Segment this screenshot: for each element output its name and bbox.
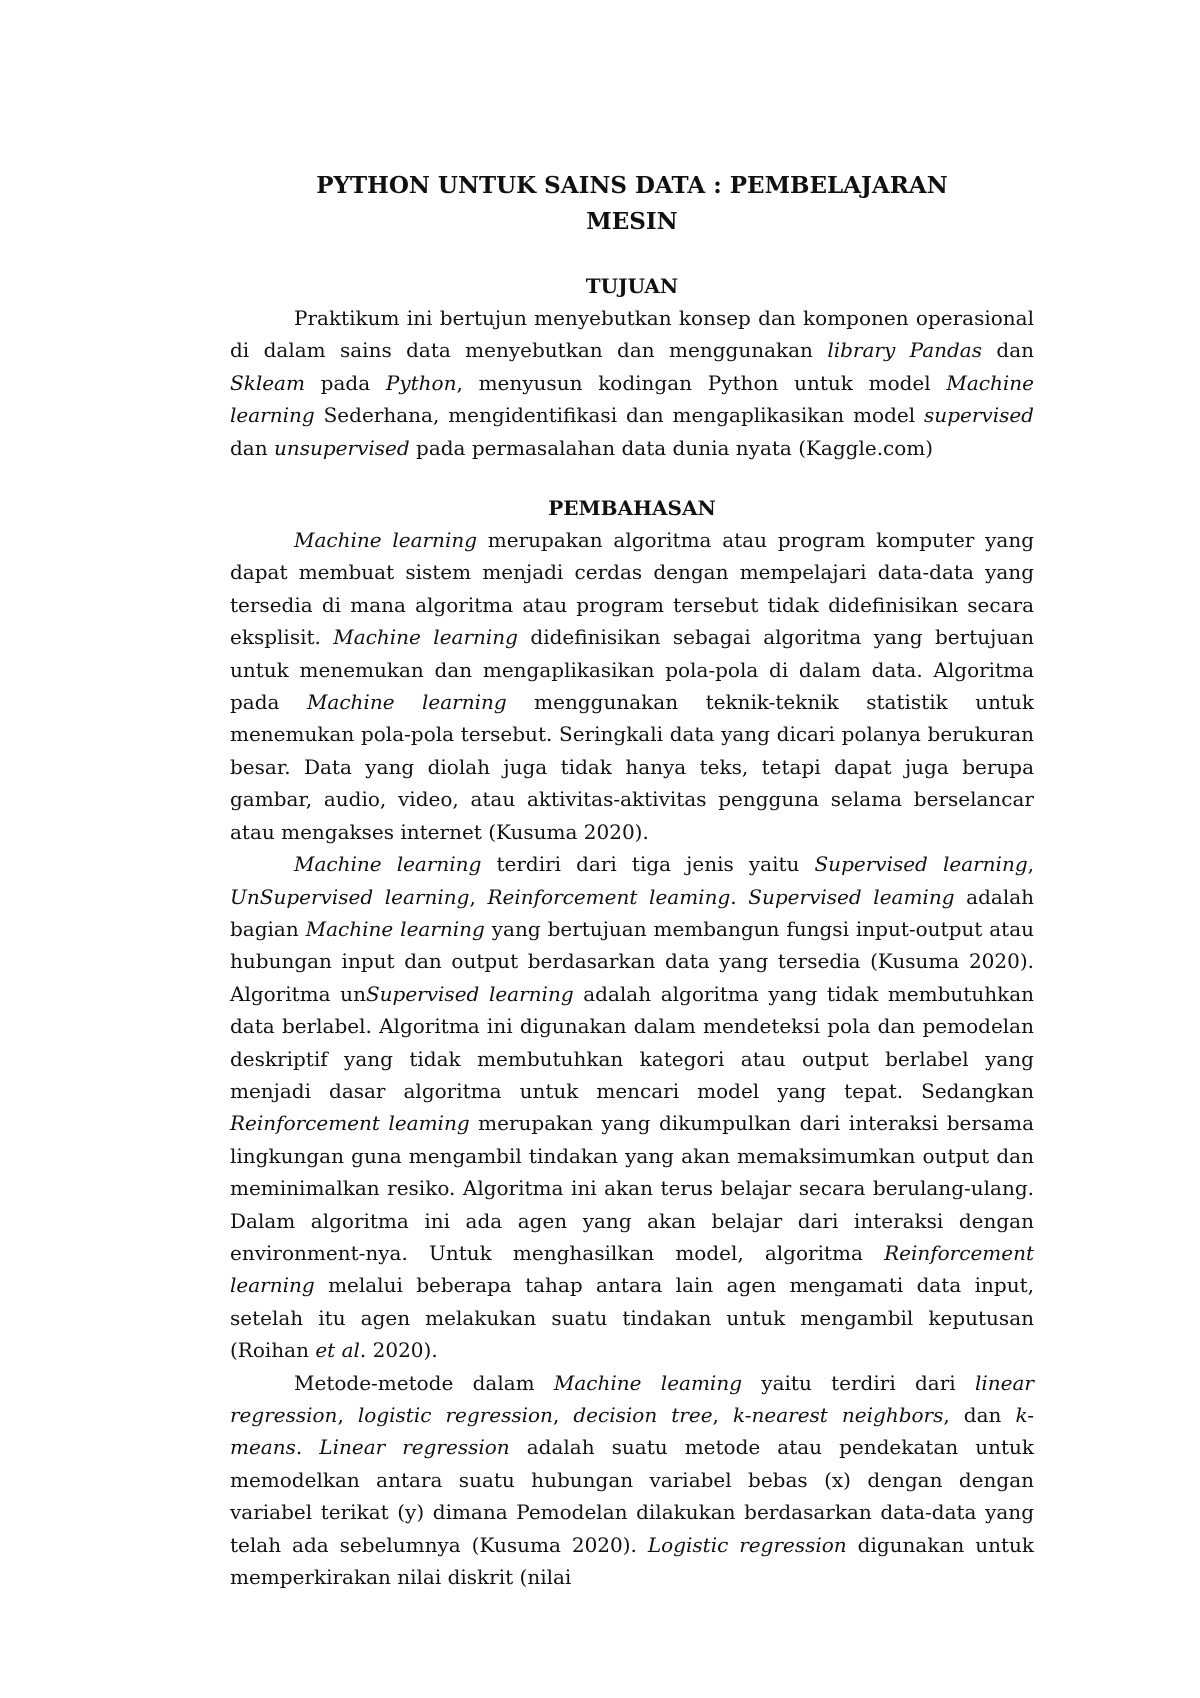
text-run: Metode-metode dalam <box>294 1370 554 1395</box>
italic-term: Supervised learning <box>365 981 574 1006</box>
document-body <box>230 168 1034 1593</box>
italic-term: logistic regression <box>357 1403 553 1427</box>
text-run: Praktikum ini bertujun menyebutkan konsep dan komponen operasional di dalam sains data menyebutkan dan menggunakan <box>230 306 1034 363</box>
document-title-line-2: MESIN <box>586 208 678 235</box>
italic-term: Machine learning <box>294 528 478 553</box>
text-run: merupakan algoritma atau program komputer yang dapat membuat sistem menjadi cerdas dengan mempelajari data-data yang tersedia di mana algoritma atau program tersebut tidak didefinisikan secara eksplisit. <box>230 528 1035 650</box>
text-run: , <box>337 1403 358 1427</box>
text-run: , <box>712 1403 733 1427</box>
italic-term: Machine learning <box>306 690 507 715</box>
italic-term: et al <box>315 1338 360 1363</box>
italic-term: unsupervised <box>273 435 410 460</box>
text-run: adalah suatu metode atau pendekatan untuk memodelkan antara suatu hubungan variabel bebas (x) dengan dengan variabel terikat (y) dimana Pemodelan dilakukan berdasarkan data-data yang telah ada sebelumnya (Kusuma 2020). <box>230 1435 1035 1557</box>
pembahasan-paragraph-1 <box>230 524 1034 848</box>
text-run: menggunakan teknik-teknik statistik untuk menemukan pola-pola tersebut. Seringkali data yang dicari polanya berukuran besar. Data yang diolah juga tidak hanya teks, tetapi dapat juga berupa gambar, audio, video, atau aktivitas-aktivitas pengguna selama berselancar atau mengakses internet (Kusuma 2020). <box>230 690 1034 844</box>
text-run: terdiri dari tiga jenis yaitu <box>481 852 815 877</box>
text-run: . 2020). <box>359 1338 438 1363</box>
document-title <box>230 168 1034 240</box>
italic-term: decision tree <box>573 1403 713 1427</box>
pembahasan-paragraph-2 <box>230 848 1034 1367</box>
italic-term: Machine leaming <box>553 1370 742 1395</box>
text-run: . <box>295 1435 320 1460</box>
text-run: , <box>469 884 488 909</box>
section-heading-pembahasan: PEMBAHASAN <box>548 496 716 521</box>
text-run: yaitu terdiri dari <box>742 1370 975 1395</box>
italic-term: library Pandas <box>827 338 982 363</box>
italic-term: Reinforcement leaming <box>230 1111 470 1136</box>
italic-term: linear regression <box>230 1370 1034 1427</box>
document-title-line-1: PYTHON UNTUK SAINS DATA : PEMBELAJARAN <box>316 172 948 199</box>
text-run: . <box>730 884 749 909</box>
italic-term: Machine learning <box>294 852 482 877</box>
text-run: Sederhana, mengidentifikasi dan mengaplikasikan model <box>314 403 925 428</box>
italic-term: Linear regression <box>319 1435 510 1460</box>
italic-term: k-nearest neighbors <box>732 1403 944 1427</box>
text-run: merupakan yang dikumpulkan dari interaksi bersama lingkungan guna mengambil tindakan yang akan memaksimumkan output dan meminimalkan resiko. Algoritma ini akan terus belajar secara berulang-ulang. Dalam algoritma ini ada agen yang akan belajar dari interaksi dengan environment-nya. Untuk menghasilkan model, algoritma <box>230 1111 1034 1265</box>
italic-term: Supervised leaming <box>748 884 955 909</box>
text-run: adalah algoritma yang tidak membutuhkan data berlabel. Algoritma ini digunakan dalam mendeteksi pola dan pemodelan deskriptif yang tidak membutuhkan kategori atau output berlabel yang menjadi dasar algoritma untuk mencari model yang tepat. Sedangkan <box>230 981 1035 1103</box>
text-run: digunakan untuk memperkirakan nilai diskrit (nilai <box>230 1532 1035 1590</box>
text-run: , <box>552 1403 574 1427</box>
italic-term: Machine learning <box>230 370 1035 428</box>
italic-term: Machine learning <box>333 625 518 650</box>
italic-term: supervised <box>924 403 1034 428</box>
italic-term: UnSupervised learning <box>230 884 470 909</box>
italic-term: Skleam <box>230 370 305 395</box>
text-run: yang bertujuan membangun fungsi input-output atau hubungan input dan output berdasarkan data yang tersedia (Kusuma 2020). Algoritma un <box>230 916 1034 1006</box>
pembahasan-paragraph-3 <box>230 1367 1034 1594</box>
italic-term: Reinforcement leaming <box>487 884 731 909</box>
text-run: , <box>1027 852 1034 877</box>
italic-term: Reinforcement learning <box>230 1240 1034 1298</box>
text-run: didefinisikan sebagai algoritma yang bertujuan untuk menemukan dan mengaplikasikan pola-pola di dalam data. Algoritma pada <box>230 625 1035 715</box>
italic-term: Logistic regression <box>647 1532 847 1557</box>
text-run: dan <box>982 338 1034 363</box>
italic-term: Python <box>385 370 457 395</box>
text-run: pada permasalahan data dunia nyata (Kaggle.com) <box>409 435 934 460</box>
tujuan-paragraph <box>230 302 1034 464</box>
text-run: melalui beberapa tahap antara lain agen mengamati data input, setelah itu agen melakukan suatu tindakan untuk mengambil keputusan (Roihan <box>230 1273 1034 1363</box>
text-run: dan <box>230 435 274 460</box>
italic-term: k-means <box>230 1403 1035 1460</box>
text-run: adalah bagian <box>230 884 1035 941</box>
text-run: , menyusun kodingan Python untuk model <box>456 370 947 395</box>
text-run: , dan <box>943 1403 1016 1427</box>
section-heading-tujuan: TUJUAN <box>585 274 679 298</box>
text-run: pada <box>304 370 386 395</box>
italic-term: Machine learning <box>305 916 485 941</box>
italic-term: Supervised learning <box>814 852 1028 877</box>
